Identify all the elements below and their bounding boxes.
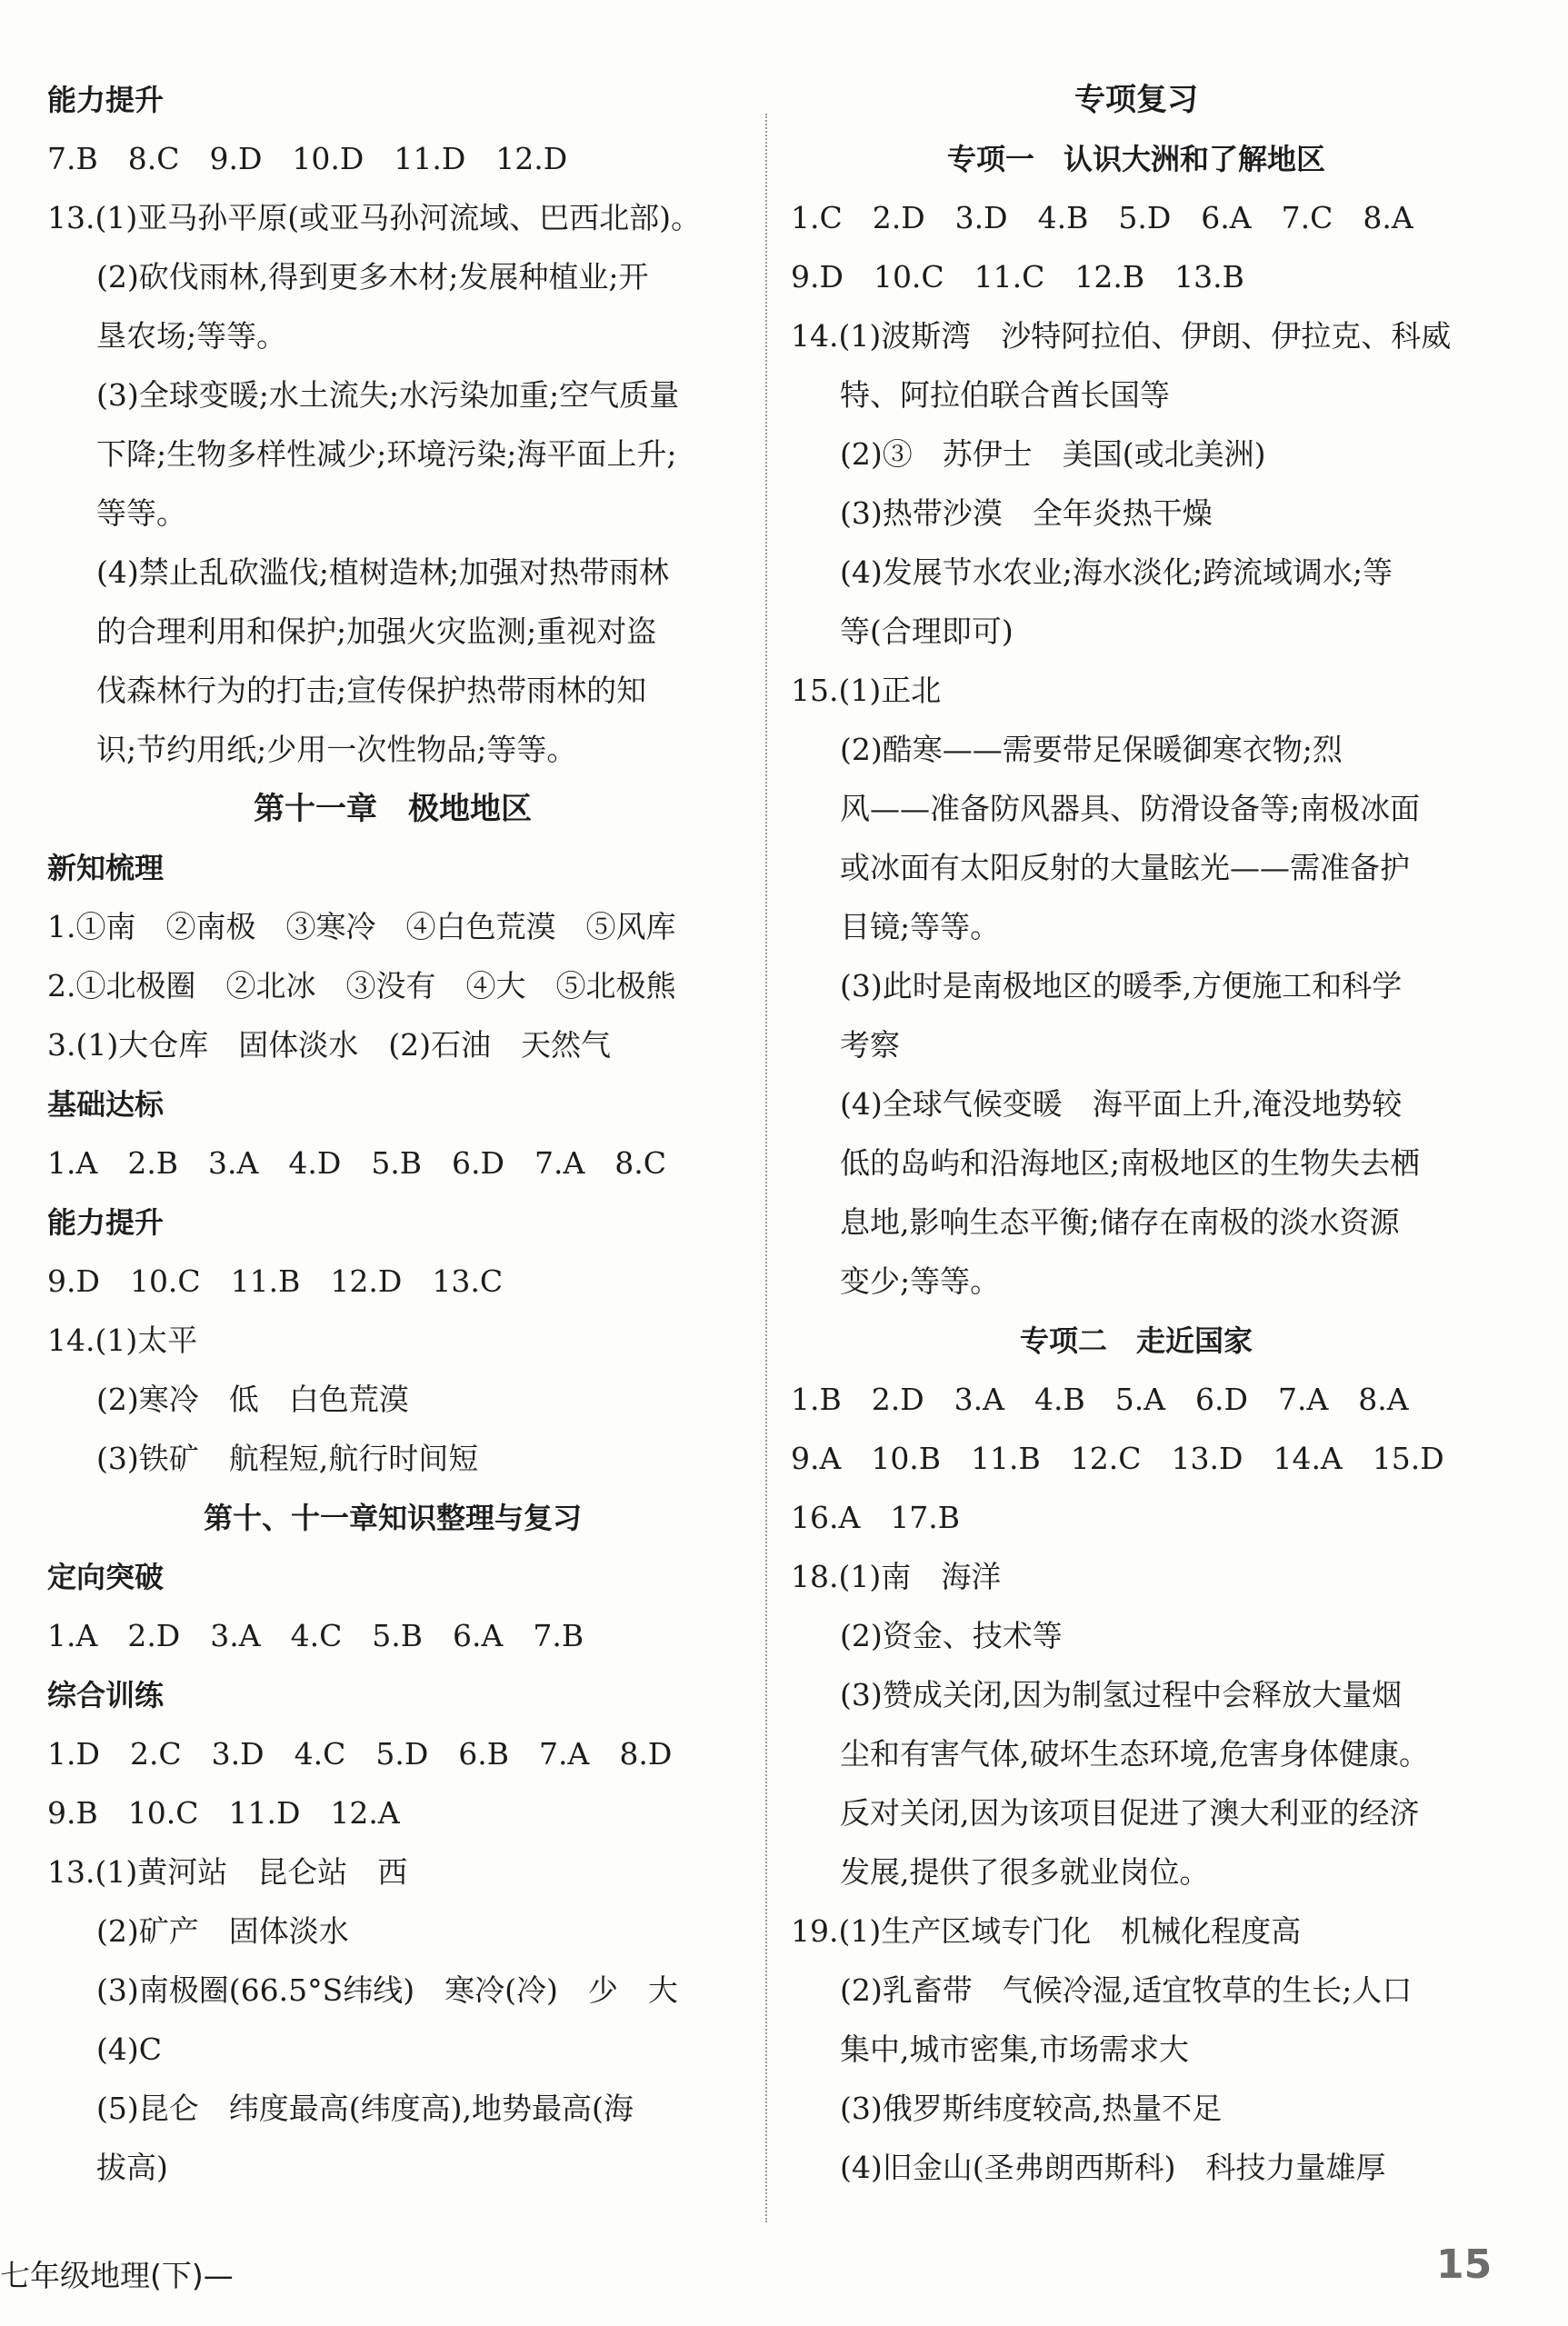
- right-answer-line: (4)全球气候变暖 海平面上升,淹没地势较: [840, 1086, 1403, 1122]
- right-answer-line: 9.D 10.C 11.C 12.B 13.B: [791, 259, 1244, 294]
- left-chapter-title: 第十、十一章知识整理与复习: [203, 1501, 582, 1535]
- left-answer-line: 识;节约用纸;少用一次性物品;等等。: [96, 732, 577, 767]
- left-answer-line: 1.①南 ②南极 ③寒冷 ④白色荒漠 ⑤风库: [47, 909, 676, 944]
- left-answer-line: 3.(1)大仓库 固体淡水 (2)石油 天然气: [47, 1027, 611, 1063]
- right-answer-line: 等(合理即可): [840, 614, 1014, 649]
- left-section-heading: 基础达标: [47, 1087, 165, 1122]
- right-answer-line: (2)酷寒——需要带足保暖御寒衣物;烈: [840, 732, 1343, 767]
- right-answer-line: 变少;等等。: [840, 1263, 1001, 1299]
- left-answer-line: 下降;生物多样性减少;环境污染;海平面上升;: [96, 436, 677, 472]
- left-answer-line: (2)砍伐雨林,得到更多木材;发展种植业;开: [96, 259, 649, 294]
- right-answer-line: 集中,城市密集,市场需求大: [840, 2032, 1189, 2067]
- left-answer-line: 7.B 8.C 9.D 10.D 11.D 12.D: [47, 141, 568, 176]
- left-section-heading: 新知梳理: [47, 851, 165, 885]
- right-answer-line: 1.C 2.D 3.D 4.B 5.D 6.A 7.C 8.A: [791, 200, 1413, 235]
- right-chapter-title: 专项一 认识大洲和了解地区: [946, 142, 1325, 176]
- right-answer-line: 14.(1)波斯湾 沙特阿拉伯、伊朗、伊拉克、科威: [791, 318, 1452, 354]
- right-answer-line: (2)资金、技术等: [840, 1618, 1063, 1653]
- right-answer-line: 息地,影响生态平衡;储存在南极的淡水资源: [840, 1204, 1400, 1240]
- left-chapter-title: 第十一章 极地地区: [254, 791, 532, 827]
- right-answer-line: 15.(1)正北: [791, 673, 942, 708]
- right-answer-line: 低的岛屿和沿海地区;南极地区的生物失去栖: [840, 1145, 1421, 1181]
- right-answer-line: 目镜;等等。: [840, 909, 1001, 944]
- right-answer-line: 尘和有害气体,破坏生态环境,危害身体健康。: [840, 1736, 1429, 1772]
- right-answer-line: (3)热带沙漠 全年炎热干燥: [840, 495, 1213, 531]
- right-chapter-title: 专项复习: [1074, 82, 1198, 118]
- left-answer-line: 1.A 2.D 3.A 4.C 5.B 6.A 7.B: [47, 1618, 584, 1653]
- left-answer-line: 1.A 2.B 3.A 4.D 5.B 6.D 7.A 8.C: [47, 1145, 667, 1181]
- right-answer-line: 风——准备防风器具、防滑设备等;南极冰面: [840, 791, 1421, 826]
- left-answer-line: (3)全球变暖;水土流失;水污染加重;空气质量: [96, 377, 680, 413]
- right-answer-line: 9.A 10.B 11.B 12.C 13.D 14.A 15.D: [791, 1441, 1444, 1476]
- left-answer-line: 14.(1)太平: [47, 1323, 198, 1358]
- left-answer-line: 13.(1)亚马孙平原(或亚马孙河流域、巴西北部)。: [47, 200, 701, 235]
- left-section-heading: 能力提升: [47, 1205, 165, 1240]
- left-answer-line: (3)南极圈(66.5°S纬线) 寒冷(冷) 少 大: [96, 1972, 678, 2008]
- right-answer-line: (3)赞成关闭,因为制氢过程中会释放大量烟: [840, 1677, 1403, 1712]
- left-section-heading: 定向突破: [47, 1560, 165, 1594]
- right-answer-line: 考察: [840, 1027, 900, 1063]
- left-answer-line: 13.(1)黄河站 昆仑站 西: [47, 1854, 408, 1890]
- right-answer-line: 发展,提供了很多就业岗位。: [840, 1854, 1210, 1890]
- left-answer-line: 2.①北极圈 ②北冰 ③没有 ④大 ⑤北极熊: [47, 968, 676, 1003]
- left-answer-line: 等等。: [96, 495, 186, 531]
- left-section-heading: 综合训练: [47, 1678, 165, 1712]
- left-answer-line: (4)C: [96, 2032, 162, 2067]
- left-answer-line: (2)寒冷 低 白色荒漠: [96, 1382, 409, 1417]
- right-answer-line: 或冰面有太阳反射的大量眩光——需准备护: [840, 850, 1410, 885]
- left-answer-line: 1.D 2.C 3.D 4.C 5.D 6.B 7.A 8.D: [47, 1736, 673, 1772]
- left-answer-line: 伐森林行为的打击;宣传保护热带雨林的知: [96, 673, 647, 708]
- page-number: 15: [1436, 2241, 1493, 2288]
- right-answer-line: 1.B 2.D 3.A 4.B 5.A 6.D 7.A 8.A: [791, 1382, 1409, 1417]
- right-answer-line: (2)③ 苏伊士 美国(或北美洲): [840, 436, 1266, 472]
- left-answer-line: (4)禁止乱砍滥伐;植树造林;加强对热带雨林: [96, 554, 669, 590]
- left-answer-line: 的合理利用和保护;加强火灾监测;重视对盗: [96, 614, 657, 649]
- right-answer-line: (2)乳畜带 气候冷湿,适宜牧草的生长;人口: [840, 1972, 1413, 2008]
- right-answer-line: 特、阿拉伯联合酋长国等: [840, 377, 1170, 413]
- left-answer-line: 9.B 10.C 11.D 12.A: [47, 1795, 400, 1831]
- right-answer-line: 19.(1)生产区域专门化 机械化程度高: [791, 1913, 1302, 1949]
- right-answer-line: (4)发展节水农业;海水淡化;跨流域调水;等: [840, 554, 1393, 590]
- column-divider: [765, 114, 767, 2222]
- left-answer-line: (3)铁矿 航程短,航行时间短: [96, 1441, 479, 1476]
- right-answer-line: (3)俄罗斯纬度较高,热量不足: [840, 2091, 1223, 2126]
- right-answer-line: 18.(1)南 海洋: [791, 1559, 1002, 1594]
- left-answer-line: 9.D 10.C 11.B 12.D 13.C: [47, 1263, 504, 1299]
- right-answer-line: 反对关闭,因为该项目促进了澳大利亚的经济: [840, 1795, 1420, 1831]
- right-answer-line: 16.A 17.B: [791, 1500, 961, 1535]
- footer-text: 七年级地理(下)—: [0, 2258, 234, 2293]
- left-answer-line: (2)矿产 固体淡水: [96, 1913, 349, 1949]
- right-chapter-title: 专项二 走近国家: [1019, 1323, 1253, 1358]
- left-answer-line: 拔高): [96, 2150, 168, 2185]
- left-answer-line: 垦农场;等等。: [96, 318, 287, 354]
- right-answer-line: (4)旧金山(圣弗朗西斯科) 科技力量雄厚: [840, 2150, 1386, 2185]
- left-answer-line: (5)昆仑 纬度最高(纬度高),地势最高(海: [96, 2091, 634, 2126]
- right-answer-line: (3)此时是南极地区的暖季,方便施工和科学: [840, 968, 1403, 1003]
- left-section-heading: 能力提升: [47, 83, 165, 117]
